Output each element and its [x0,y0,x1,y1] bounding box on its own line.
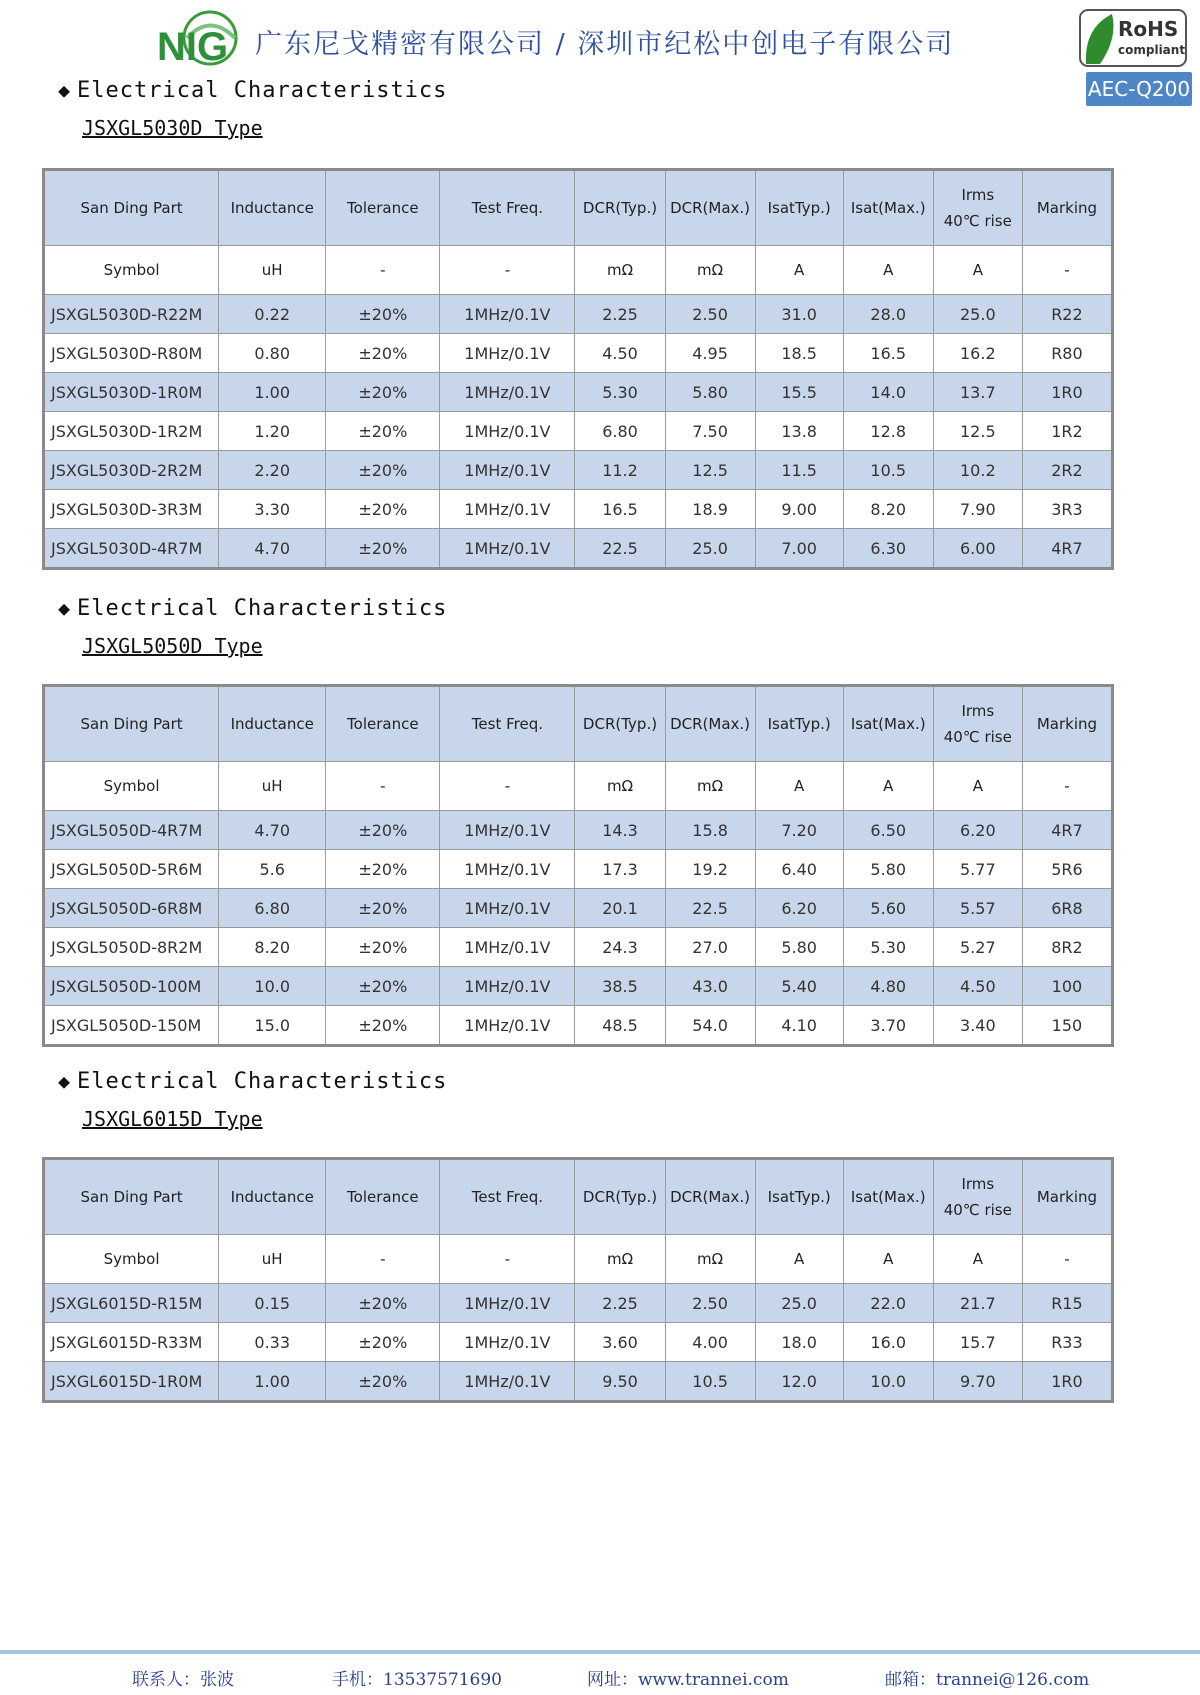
table-cell: 9.50 [575,1362,665,1402]
column-header: DCR(Max.) [665,170,755,246]
column-header: Inductance [219,686,326,762]
table-cell: 21.7 [933,1284,1022,1323]
table-cell: 16.5 [575,490,665,529]
unit-cell: uH [219,762,326,811]
column-header: DCR(Typ.) [575,1159,665,1235]
table-cell: 6.80 [219,889,326,928]
table-cell: 8R2 [1022,928,1112,967]
aec-q200-badge: AEC-Q200 [1086,72,1192,106]
spec-table [42,168,1114,570]
column-header: Isat(Max.) [843,686,933,762]
table-cell: 54.0 [665,1006,755,1046]
table-cell: 1.00 [219,1362,326,1402]
table-cell: 43.0 [665,967,755,1006]
table-cell: 12.0 [755,1362,843,1402]
irms-label: Irms [961,186,995,204]
table-cell: 48.5 [575,1006,665,1046]
table-cell: 1MHz/0.1V [440,373,575,412]
table-row [44,1284,1113,1323]
table-cell: 38.5 [575,967,665,1006]
table-row [44,850,1113,889]
column-header: IsatTyp.) [755,686,843,762]
unit-cell: - [440,762,575,811]
unit-cell: A [755,762,843,811]
table-cell: 3.40 [933,1006,1022,1046]
header-row [44,170,1113,246]
unit-cell: A [843,1235,933,1284]
section-type: JSXGL5050D Type [82,634,263,658]
section-title: ◆ Electrical Characteristics [58,78,448,103]
table-cell: 9.00 [755,490,843,529]
unit-cell: - [440,246,575,295]
table-cell: ±20% [326,490,440,529]
table-cell: 1MHz/0.1V [440,1006,575,1046]
table-cell: 6.40 [755,850,843,889]
unit-cell: - [440,1235,575,1284]
table-row [44,889,1113,928]
column-header: Inductance [219,1159,326,1235]
nig-logo [155,8,250,78]
part-number-cell: JSXGL5030D-1R0M [44,373,219,412]
table-cell: 15.0 [219,1006,326,1046]
section-title: ◆ Electrical Characteristics [58,1069,448,1094]
part-number-cell: JSXGL5050D-150M [44,1006,219,1046]
table-cell: 1MHz/0.1V [440,811,575,850]
table-cell: 5.60 [843,889,933,928]
column-header: Marking [1022,1159,1112,1235]
table-cell: 5.80 [843,850,933,889]
rohs-badge [1078,8,1188,68]
table-cell: 1MHz/0.1V [440,928,575,967]
table-cell: 25.0 [665,529,755,569]
svg-text:NIG: NIG [157,25,229,69]
table-cell: 14.0 [843,373,933,412]
footer-email: 邮箱：trannei@126.com [885,1670,1090,1690]
table-cell: 22.5 [575,529,665,569]
table-cell: 1MHz/0.1V [440,967,575,1006]
table-cell: 4.80 [843,967,933,1006]
table-cell: 3R3 [1022,490,1112,529]
table-cell: 12.8 [843,412,933,451]
table-row [44,334,1113,373]
table-cell: 0.22 [219,295,326,334]
unit-cell: mΩ [575,1235,665,1284]
table-cell: 0.15 [219,1284,326,1323]
unit-cell: mΩ [665,246,755,295]
table-cell: 5.40 [755,967,843,1006]
table-cell: 11.5 [755,451,843,490]
part-number-cell: JSXGL5050D-5R6M [44,850,219,889]
table-cell: 2.20 [219,451,326,490]
table-cell: 6.20 [755,889,843,928]
table-cell: 5R6 [1022,850,1112,889]
column-header: Tolerance [326,686,440,762]
table-cell: 10.0 [843,1362,933,1402]
table-cell: R33 [1022,1323,1112,1362]
table-cell: ±20% [326,811,440,850]
unit-cell: uH [219,246,326,295]
column-header: Isat(Max.) [843,170,933,246]
table-cell: 18.5 [755,334,843,373]
table-cell: 28.0 [843,295,933,334]
unit-cell: mΩ [575,762,665,811]
table-cell: 12.5 [933,412,1022,451]
section-title: ◆ Electrical Characteristics [58,596,448,621]
irms-rise-label: 40℃ rise [943,212,1012,230]
table-cell: 27.0 [665,928,755,967]
part-number-cell: JSXGL5050D-4R7M [44,811,219,850]
table-cell: 14.3 [575,811,665,850]
company-name: 广东尼戈精密有限公司 / 深圳市纪松中创电子有限公司 [255,29,955,60]
unit-cell: A [933,246,1022,295]
table-cell: 13.7 [933,373,1022,412]
table-cell: 2.50 [665,1284,755,1323]
table-cell: R80 [1022,334,1112,373]
table-row [44,295,1113,334]
column-header [933,170,1022,246]
column-header: Tolerance [326,1159,440,1235]
table-row [44,1006,1113,1046]
column-header: San Ding Part [44,1159,219,1235]
part-number-cell: JSXGL6015D-R33M [44,1323,219,1362]
table-cell: ±20% [326,1362,440,1402]
table-cell: 1R2 [1022,412,1112,451]
column-header [933,686,1022,762]
section-type: JSXGL6015D Type [82,1107,263,1131]
table-cell: 2.25 [575,295,665,334]
section-type: JSXGL5030D Type [82,116,263,140]
column-header: San Ding Part [44,686,219,762]
column-header: Test Freq. [440,686,575,762]
table-cell: 7.50 [665,412,755,451]
column-header: DCR(Max.) [665,686,755,762]
column-header: Test Freq. [440,1159,575,1235]
table-cell: 5.80 [665,373,755,412]
table-cell: ±20% [326,412,440,451]
table-cell: 15.5 [755,373,843,412]
unit-cell: mΩ [575,246,665,295]
diamond-bullet-icon: ◆ [58,1069,72,1093]
table-cell: 20.1 [575,889,665,928]
table-cell: 10.2 [933,451,1022,490]
unit-cell: uH [219,1235,326,1284]
table-cell: ±20% [326,1323,440,1362]
table-cell: 6.00 [933,529,1022,569]
table-cell: 5.30 [843,928,933,967]
table-cell: 17.3 [575,850,665,889]
irms-label: Irms [961,1175,995,1193]
table-cell: 4.00 [665,1323,755,1362]
table-cell: 1MHz/0.1V [440,1323,575,1362]
part-number-cell: JSXGL5030D-1R2M [44,412,219,451]
irms-rise-label: 40℃ rise [943,1201,1012,1219]
table-cell: 15.8 [665,811,755,850]
table-cell: ±20% [326,451,440,490]
table-cell: 5.57 [933,889,1022,928]
column-header: DCR(Typ.) [575,170,665,246]
column-header: Tolerance [326,170,440,246]
table-cell: 1MHz/0.1V [440,529,575,569]
part-number-cell: JSXGL6015D-1R0M [44,1362,219,1402]
table-cell: 4.50 [933,967,1022,1006]
table-row [44,490,1113,529]
unit-cell: A [933,762,1022,811]
table-cell: 18.9 [665,490,755,529]
column-header: Marking [1022,170,1112,246]
part-number-cell: JSXGL5030D-4R7M [44,529,219,569]
table-row [44,412,1113,451]
table-cell: 16.2 [933,334,1022,373]
part-number-cell: JSXGL5050D-100M [44,967,219,1006]
table-cell: 24.3 [575,928,665,967]
column-header: Inductance [219,170,326,246]
table-cell: 1MHz/0.1V [440,451,575,490]
unit-cell: Symbol [44,246,219,295]
column-header: Marking [1022,686,1112,762]
table-cell: 19.2 [665,850,755,889]
table-cell: 6R8 [1022,889,1112,928]
table-cell: 1MHz/0.1V [440,412,575,451]
table-cell: 25.0 [933,295,1022,334]
table-cell: 7.00 [755,529,843,569]
table-cell: 5.80 [755,928,843,967]
irms-rise-label: 40℃ rise [943,728,1012,746]
column-header: DCR(Typ.) [575,686,665,762]
unit-cell: A [843,762,933,811]
column-header: Isat(Max.) [843,1159,933,1235]
unit-row [44,246,1113,295]
table-cell: 22.0 [843,1284,933,1323]
table-cell: 4.95 [665,334,755,373]
unit-row [44,762,1113,811]
table-cell: 1.00 [219,373,326,412]
column-header: DCR(Max.) [665,1159,755,1235]
table-cell: 16.0 [843,1323,933,1362]
part-number-cell: JSXGL5030D-R80M [44,334,219,373]
column-header [933,1159,1022,1235]
unit-cell: - [1022,246,1112,295]
table-cell: 5.77 [933,850,1022,889]
table-cell: 5.30 [575,373,665,412]
table-cell: 10.5 [665,1362,755,1402]
footer-divider [0,1650,1200,1654]
table-cell: 13.8 [755,412,843,451]
column-header: Test Freq. [440,170,575,246]
table-cell: ±20% [326,373,440,412]
footer-phone: 手机：13537571690 [332,1670,502,1690]
table-cell: ±20% [326,529,440,569]
table-cell: 22.5 [665,889,755,928]
part-number-cell: JSXGL6015D-R15M [44,1284,219,1323]
table-cell: ±20% [326,334,440,373]
table-row [44,928,1113,967]
table-cell: 4R7 [1022,529,1112,569]
unit-cell: - [1022,1235,1112,1284]
table-cell: ±20% [326,889,440,928]
table-cell: 31.0 [755,295,843,334]
column-header: IsatTyp.) [755,170,843,246]
table-cell: 3.60 [575,1323,665,1362]
table-cell: 2.50 [665,295,755,334]
unit-cell: A [755,246,843,295]
table-cell: 4.70 [219,811,326,850]
table-cell: 6.30 [843,529,933,569]
unit-cell: - [1022,762,1112,811]
table-cell: 11.2 [575,451,665,490]
table-cell: 0.33 [219,1323,326,1362]
table-cell: 1R0 [1022,1362,1112,1402]
table-cell: 4R7 [1022,811,1112,850]
table-row [44,529,1113,569]
table-cell: 6.50 [843,811,933,850]
part-number-cell: JSXGL5050D-8R2M [44,928,219,967]
svg-text:compliant: compliant [1118,43,1186,57]
table-cell: 4.10 [755,1006,843,1046]
table-cell: R22 [1022,295,1112,334]
table-cell: 2R2 [1022,451,1112,490]
irms-label: Irms [961,702,995,720]
table-cell: 1MHz/0.1V [440,850,575,889]
table-cell: 1MHz/0.1V [440,334,575,373]
table-cell: 18.0 [755,1323,843,1362]
header-row [44,686,1113,762]
diamond-bullet-icon: ◆ [58,78,72,102]
table-cell: 100 [1022,967,1112,1006]
unit-cell: mΩ [665,1235,755,1284]
unit-cell: Symbol [44,1235,219,1284]
column-header: IsatTyp.) [755,1159,843,1235]
table-cell: 7.90 [933,490,1022,529]
table-cell: 5.27 [933,928,1022,967]
table-cell: 0.80 [219,334,326,373]
table-row [44,1362,1113,1402]
unit-cell: A [755,1235,843,1284]
table-cell: 5.6 [219,850,326,889]
column-header: San Ding Part [44,170,219,246]
table-row [44,811,1113,850]
footer-website: 网址：www.trannei.com [587,1670,789,1690]
footer-contact: 联系人：张波 [132,1670,234,1690]
part-number-cell: JSXGL5030D-R22M [44,295,219,334]
svg-text:RoHS: RoHS [1118,17,1179,41]
table-cell: ±20% [326,967,440,1006]
table-cell: 1MHz/0.1V [440,889,575,928]
unit-cell: Symbol [44,762,219,811]
table-cell: 12.5 [665,451,755,490]
table-cell: 1MHz/0.1V [440,1362,575,1402]
header-row [44,1159,1113,1235]
part-number-cell: JSXGL5030D-2R2M [44,451,219,490]
table-cell: 1R0 [1022,373,1112,412]
table-cell: 10.5 [843,451,933,490]
diamond-bullet-icon: ◆ [58,596,72,620]
table-row [44,967,1113,1006]
table-cell: 8.20 [843,490,933,529]
table-cell: ±20% [326,1006,440,1046]
unit-cell: A [933,1235,1022,1284]
unit-cell: mΩ [665,762,755,811]
unit-cell: - [326,1235,440,1284]
table-cell: 25.0 [755,1284,843,1323]
table-cell: 4.70 [219,529,326,569]
table-row [44,373,1113,412]
table-cell: R15 [1022,1284,1112,1323]
table-cell: 6.20 [933,811,1022,850]
unit-cell: - [326,246,440,295]
table-cell: 1.20 [219,412,326,451]
unit-cell: A [843,246,933,295]
table-cell: 8.20 [219,928,326,967]
table-cell: ±20% [326,928,440,967]
table-cell: 6.80 [575,412,665,451]
table-cell: 1MHz/0.1V [440,1284,575,1323]
table-cell: ±20% [326,850,440,889]
table-cell: 7.20 [755,811,843,850]
unit-row [44,1235,1113,1284]
unit-cell: - [326,762,440,811]
table-cell: 4.50 [575,334,665,373]
table-cell: 10.0 [219,967,326,1006]
table-cell: 2.25 [575,1284,665,1323]
table-cell: 1MHz/0.1V [440,490,575,529]
part-number-cell: JSXGL5030D-3R3M [44,490,219,529]
spec-table [42,684,1114,1047]
part-number-cell: JSXGL5050D-6R8M [44,889,219,928]
table-cell: 1MHz/0.1V [440,295,575,334]
table-row [44,1323,1113,1362]
table-cell: 9.70 [933,1362,1022,1402]
table-cell: 3.70 [843,1006,933,1046]
table-cell: 16.5 [843,334,933,373]
table-cell: 15.7 [933,1323,1022,1362]
table-cell: 150 [1022,1006,1112,1046]
table-cell: ±20% [326,1284,440,1323]
spec-table [42,1157,1114,1403]
table-cell: 3.30 [219,490,326,529]
table-row [44,451,1113,490]
table-cell: ±20% [326,295,440,334]
